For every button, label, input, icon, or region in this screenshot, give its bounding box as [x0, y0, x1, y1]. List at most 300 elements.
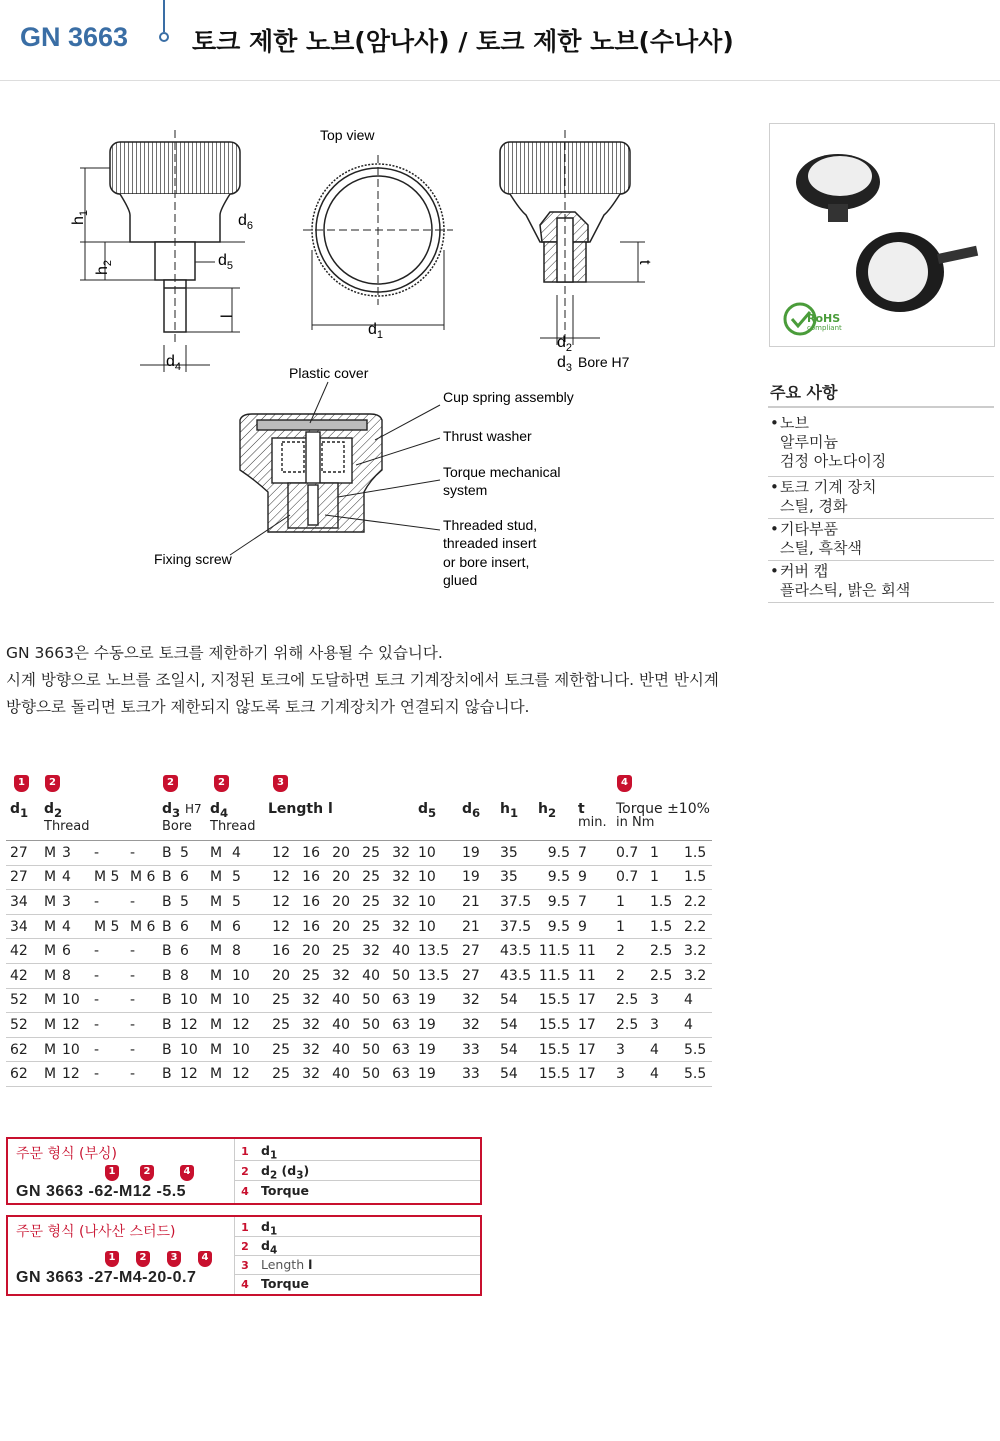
- table-cell: -: [90, 1013, 126, 1038]
- table-cell: 6: [228, 914, 264, 939]
- table-cell: 32: [458, 1013, 496, 1038]
- table-cell: 6: [58, 939, 90, 964]
- order-label: 주문 형식 (부싱): [16, 1146, 117, 1162]
- table-cell: 12: [176, 1013, 206, 1038]
- table-cell: B: [158, 1062, 176, 1087]
- header-d6: $d_6$: [458, 798, 496, 841]
- table-cell: 32: [294, 1013, 324, 1038]
- table-cell: 34: [6, 890, 40, 915]
- table-cell: 27: [6, 841, 40, 866]
- table-cell: 9.5: [534, 841, 574, 866]
- table-cell: 3: [58, 890, 90, 915]
- table-cell: 17: [574, 988, 612, 1013]
- order-badge: 1: [105, 1251, 119, 1267]
- table-cell: 50: [354, 988, 384, 1013]
- table-cell: 4: [58, 865, 90, 890]
- order-format-bushing: [6, 1137, 482, 1205]
- table-cell: 27: [458, 939, 496, 964]
- table-cell: 5.5: [680, 1062, 712, 1087]
- table-cell: 21: [458, 914, 496, 939]
- feature-name: 커버 캡: [780, 562, 829, 580]
- header-d5: $d_5$: [414, 798, 458, 841]
- order-legend: [234, 1139, 480, 1203]
- table-cell: 12: [58, 1062, 90, 1087]
- badge-d4: 2: [214, 775, 229, 792]
- table-cell: M: [40, 988, 58, 1013]
- table-cell: 34: [6, 914, 40, 939]
- table-cell: 25: [264, 988, 294, 1013]
- table-row: [6, 988, 712, 1013]
- header-d1: $d_1$: [6, 798, 40, 841]
- order-legend-row: 2 $d_2$ $(d_3)$: [235, 1161, 480, 1181]
- table-cell: M: [40, 1013, 58, 1038]
- table-cell: 5.5: [680, 1037, 712, 1062]
- table-cell: 1.5: [680, 841, 712, 866]
- table-cell: 25: [294, 963, 324, 988]
- table-cell: 25: [324, 939, 354, 964]
- table-cell: B: [158, 988, 176, 1013]
- table-cell: M 5: [90, 914, 126, 939]
- table-cell: 10: [228, 988, 264, 1013]
- feature-bullet: •: [770, 414, 779, 432]
- table-cell: -: [90, 988, 126, 1013]
- table-cell: 4: [58, 914, 90, 939]
- table-cell: -: [90, 963, 126, 988]
- table-cell: M 6: [126, 914, 158, 939]
- table-cell: 43.5: [496, 939, 534, 964]
- label-d4: $d_4$: [166, 353, 182, 373]
- header-t: t min.: [574, 798, 612, 841]
- feature-name: 토크 기계 장치: [780, 478, 877, 496]
- table-cell: 1: [612, 914, 646, 939]
- order-label: 주문 형식 (나사산 스터드): [16, 1224, 176, 1240]
- table-header-row: [6, 798, 712, 841]
- label-d6: $d_6$: [238, 212, 254, 232]
- table-cell: 27: [458, 963, 496, 988]
- order-legend-row: 2 $d_4$: [235, 1236, 480, 1256]
- description-line: 방향으로 돌리면 토크가 제한되지 않도록 토크 기계장치가 연결되지 않습니다.: [6, 698, 530, 716]
- table-row: [6, 939, 712, 964]
- table-cell: 6: [176, 865, 206, 890]
- table-cell: B: [158, 841, 176, 866]
- table-cell: 5: [176, 841, 206, 866]
- table-cell: M: [206, 988, 228, 1013]
- table-cell: 1.5: [646, 914, 680, 939]
- table-cell: 20: [264, 963, 294, 988]
- feature-other-parts: [768, 520, 994, 561]
- table-cell: 16: [294, 841, 324, 866]
- badge-length: 3: [273, 775, 288, 792]
- order-legend-row: 4 Torque: [241, 1183, 309, 1198]
- table-row: [6, 1062, 712, 1087]
- order-badge: 1: [105, 1165, 119, 1181]
- rohs-logo: RoHS: [807, 312, 841, 325]
- order-badge: 4: [198, 1251, 212, 1267]
- table-body: [6, 841, 712, 1087]
- table-cell: 16: [294, 865, 324, 890]
- table-cell: 19: [414, 988, 458, 1013]
- label-threaded-4: glued: [443, 572, 478, 588]
- label-top-view: Top view: [320, 127, 375, 143]
- table-row: [6, 841, 712, 866]
- table-cell: 32: [384, 890, 414, 915]
- table-cell: 12: [58, 1013, 90, 1038]
- feature-material: 스틸, 흑착색: [780, 539, 862, 557]
- table-cell: 21: [458, 890, 496, 915]
- table-cell: 32: [354, 939, 384, 964]
- header-torque: Torque ±10% in Nm: [612, 798, 712, 841]
- table-cell: 11: [574, 939, 612, 964]
- table-cell: 63: [384, 1037, 414, 1062]
- feature-name: 기타부품: [780, 520, 838, 538]
- table-cell: 10: [58, 988, 90, 1013]
- table-cell: 25: [264, 1062, 294, 1087]
- header-accent-dot: [159, 32, 169, 42]
- table-cell: B: [158, 890, 176, 915]
- table-cell: 2.5: [646, 963, 680, 988]
- feature-knob: [768, 414, 994, 477]
- label-torque-mech-2: system: [443, 482, 488, 498]
- table-cell: 2.5: [612, 1013, 646, 1038]
- technical-drawing: [60, 120, 760, 600]
- table-cell: 25: [354, 841, 384, 866]
- product-photo: [769, 123, 995, 347]
- product-code: GN 3663: [20, 22, 129, 52]
- badge-torque: 4: [617, 775, 632, 792]
- table-cell: M: [206, 963, 228, 988]
- table-cell: -: [126, 963, 158, 988]
- description-line: 시계 방향으로 노브를 조일시, 지정된 토크에 도달하면 토크 기계장치에서 토크를 제한합니다. 반면 반시계: [6, 671, 719, 689]
- table-cell: 0.7: [612, 841, 646, 866]
- table-cell: 1.5: [646, 890, 680, 915]
- table-cell: 40: [324, 1037, 354, 1062]
- table-cell: M: [40, 963, 58, 988]
- table-cell: 10: [414, 865, 458, 890]
- table-row: [6, 865, 712, 890]
- label-d1: $d_1$: [368, 321, 384, 341]
- table-cell: 5: [176, 890, 206, 915]
- table-cell: 52: [6, 1013, 40, 1038]
- table-cell: 50: [354, 1013, 384, 1038]
- table-cell: 12: [264, 890, 294, 915]
- table-cell: 63: [384, 1013, 414, 1038]
- table-cell: 9.5: [534, 914, 574, 939]
- table-cell: 16: [264, 939, 294, 964]
- table-cell: 4: [680, 988, 712, 1013]
- header-d3: $d_3$ H7 Bore: [158, 798, 206, 841]
- table-cell: B: [158, 914, 176, 939]
- table-cell: 19: [458, 865, 496, 890]
- table-cell: 5: [228, 865, 264, 890]
- table-cell: M: [206, 1013, 228, 1038]
- header-d2: $d_2$ Thread: [40, 798, 158, 841]
- table-cell: 54: [496, 1037, 534, 1062]
- label-thrust-washer: Thrust washer: [443, 428, 532, 444]
- page-title: 토크 제한 노브(암나사) / 토크 제한 노브(수나사): [192, 27, 734, 56]
- table-cell: 8: [228, 939, 264, 964]
- table-cell: 33: [458, 1037, 496, 1062]
- table-cell: M 6: [126, 865, 158, 890]
- feature-finish: 검정 아노다이징: [780, 452, 887, 470]
- table-cell: 8: [58, 963, 90, 988]
- header-length: Length l: [264, 798, 414, 841]
- table-cell: 10: [228, 1037, 264, 1062]
- table-cell: B: [158, 1013, 176, 1038]
- table-cell: 25: [264, 1013, 294, 1038]
- label-h2: $h_2$: [94, 259, 114, 275]
- table-cell: 4: [680, 1013, 712, 1038]
- top-view-knob: [303, 155, 453, 330]
- table-cell: 15.5: [534, 988, 574, 1013]
- table-cell: 9.5: [534, 890, 574, 915]
- table-cell: M: [40, 841, 58, 866]
- table-cell: 25: [264, 1037, 294, 1062]
- feature-cover-cap: [768, 562, 994, 603]
- table-cell: 54: [496, 1062, 534, 1087]
- table-cell: B: [158, 963, 176, 988]
- badge-d2: 2: [45, 775, 60, 792]
- table-cell: 2.2: [680, 914, 712, 939]
- table-cell: 37.5: [496, 890, 534, 915]
- table-cell: 11.5: [534, 939, 574, 964]
- table-cell: -: [90, 939, 126, 964]
- table-cell: 15.5: [534, 1062, 574, 1087]
- table-cell: 40: [324, 988, 354, 1013]
- table-cell: 3.2: [680, 939, 712, 964]
- table-cell: 32: [324, 963, 354, 988]
- label-h1: $h_1$: [70, 209, 90, 225]
- header-h1: $h_1$: [496, 798, 534, 841]
- table-cell: 40: [354, 963, 384, 988]
- table-cell: 3: [612, 1062, 646, 1087]
- table-cell: -: [126, 1037, 158, 1062]
- table-cell: 2.5: [612, 988, 646, 1013]
- feature-material: 플라스틱, 밝은 회색: [780, 581, 911, 599]
- table-cell: 50: [354, 1037, 384, 1062]
- table-cell: 19: [414, 1013, 458, 1038]
- table-cell: 42: [6, 939, 40, 964]
- table-cell: 7: [574, 841, 612, 866]
- table-cell: 13.5: [414, 939, 458, 964]
- table-cell: 62: [6, 1037, 40, 1062]
- table-cell: 63: [384, 1062, 414, 1087]
- table-cell: M: [206, 890, 228, 915]
- feature-material: 스틸, 경화: [780, 497, 848, 515]
- order-badge: 4: [180, 1165, 194, 1181]
- table-cell: 12: [176, 1062, 206, 1087]
- table-cell: -: [90, 841, 126, 866]
- table-cell: 16: [294, 914, 324, 939]
- table-cell: M: [206, 914, 228, 939]
- order-legend-row: 1 $d_1$: [235, 1141, 480, 1161]
- table-cell: -: [126, 939, 158, 964]
- table-cell: 50: [384, 963, 414, 988]
- table-cell: 15.5: [534, 1037, 574, 1062]
- table-cell: 12: [228, 1013, 264, 1038]
- table-cell: 37.5: [496, 914, 534, 939]
- table-cell: 33: [458, 1062, 496, 1087]
- table-cell: 2: [612, 939, 646, 964]
- table-cell: 19: [458, 841, 496, 866]
- table-cell: 32: [294, 1062, 324, 1087]
- table-cell: 35: [496, 865, 534, 890]
- description-line: GN 3663은 수동으로 토크를 제한하기 위해 사용될 수 있습니다.: [6, 644, 443, 662]
- table-cell: 4: [228, 841, 264, 866]
- table-cell: 10: [58, 1037, 90, 1062]
- order-format-threaded-stud: [6, 1215, 482, 1296]
- table-cell: 27: [6, 865, 40, 890]
- table-cell: 6: [176, 914, 206, 939]
- table-cell: 10: [176, 1037, 206, 1062]
- table-cell: 43.5: [496, 963, 534, 988]
- table-cell: 62: [6, 1062, 40, 1087]
- table-cell: 9: [574, 914, 612, 939]
- table-cell: 17: [574, 1013, 612, 1038]
- order-code: GN 3663 -62-M12 -5.5: [16, 1183, 187, 1200]
- table-cell: 32: [294, 988, 324, 1013]
- table-cell: M: [206, 939, 228, 964]
- table-row: [6, 963, 712, 988]
- table-cell: 7: [574, 890, 612, 915]
- table-cell: -: [126, 1062, 158, 1087]
- feature-bullet: •: [770, 520, 779, 538]
- table-cell: 32: [458, 988, 496, 1013]
- table-cell: 25: [354, 914, 384, 939]
- features-divider: [768, 406, 994, 408]
- table-cell: 63: [384, 988, 414, 1013]
- label-threaded-2: threaded insert: [443, 535, 537, 551]
- header-accent-line: [163, 0, 165, 32]
- table-cell: 32: [384, 865, 414, 890]
- table-row: [6, 1037, 712, 1062]
- product-photo-drawing: [770, 124, 994, 346]
- table-cell: 8: [176, 963, 206, 988]
- header-d4: $d_4$ Thread: [206, 798, 264, 841]
- table-cell: 19: [414, 1037, 458, 1062]
- feature-bullet: •: [770, 478, 779, 496]
- table-cell: 20: [324, 890, 354, 915]
- table-cell: 1: [646, 841, 680, 866]
- table-cell: -: [90, 1037, 126, 1062]
- table-cell: -: [126, 890, 158, 915]
- table-cell: M: [40, 914, 58, 939]
- table-cell: 13.5: [414, 963, 458, 988]
- rohs-compliant: compliant: [807, 324, 842, 332]
- table-cell: -: [126, 1013, 158, 1038]
- table-cell: M: [40, 1037, 58, 1062]
- table-cell: 2.2: [680, 890, 712, 915]
- label-d5: $d_5$: [218, 252, 234, 272]
- features-title: 주요 사항: [770, 383, 838, 402]
- table-cell: -: [90, 890, 126, 915]
- table-cell: 40: [384, 939, 414, 964]
- table-cell: 10: [414, 914, 458, 939]
- label-d3-bore: $d_3$ Bore H7: [557, 354, 630, 374]
- table-cell: 32: [384, 914, 414, 939]
- dimension-table: [6, 798, 712, 1087]
- table-cell: -: [126, 988, 158, 1013]
- order-legend-row: 3 Length l: [235, 1255, 480, 1275]
- label-fixing-screw: Fixing screw: [154, 551, 232, 567]
- feature-torque-mechanism: [768, 478, 994, 519]
- table-cell: 3: [646, 1013, 680, 1038]
- table-cell: 5: [228, 890, 264, 915]
- table-cell: 12: [264, 841, 294, 866]
- label-threaded-1: Threaded stud,: [443, 517, 538, 533]
- label-threaded-3: or bore insert,: [443, 554, 530, 570]
- table-cell: 15.5: [534, 1013, 574, 1038]
- table-cell: B: [158, 865, 176, 890]
- order-badge: 3: [167, 1251, 181, 1267]
- table-cell: 17: [574, 1062, 612, 1087]
- table-cell: 2.5: [646, 939, 680, 964]
- label-l: l: [219, 314, 236, 318]
- table-cell: M 5: [90, 865, 126, 890]
- assembly-section: [240, 414, 382, 532]
- table-cell: -: [90, 1062, 126, 1087]
- table-cell: 4: [646, 1062, 680, 1087]
- table-cell: 32: [294, 1037, 324, 1062]
- table-cell: 54: [496, 988, 534, 1013]
- order-legend-row: 1 $d_1$: [235, 1217, 480, 1237]
- table-cell: 54: [496, 1013, 534, 1038]
- table-cell: M: [40, 939, 58, 964]
- table-cell: 11: [574, 963, 612, 988]
- label-cup-spring: Cup spring assembly: [443, 389, 574, 405]
- table-cell: 52: [6, 988, 40, 1013]
- table-cell: M: [40, 890, 58, 915]
- label-torque-mech-1: Torque mechanical: [443, 464, 561, 480]
- order-legend-row: 4 Torque: [241, 1276, 309, 1291]
- label-t: t: [636, 260, 653, 265]
- table-cell: M: [206, 865, 228, 890]
- table-cell: B: [158, 939, 176, 964]
- table-cell: 42: [6, 963, 40, 988]
- side-view-knob: [80, 130, 245, 372]
- table-cell: 0.7: [612, 865, 646, 890]
- table-row: [6, 1013, 712, 1038]
- table-cell: 50: [354, 1062, 384, 1087]
- header-divider: [0, 80, 1000, 81]
- table-cell: 1.5: [680, 865, 712, 890]
- badge-d3: 2: [163, 775, 178, 792]
- table-cell: M: [40, 865, 58, 890]
- table-cell: 10: [414, 841, 458, 866]
- order-badge: 2: [136, 1251, 150, 1267]
- table-cell: 10: [176, 988, 206, 1013]
- table-cell: 3: [58, 841, 90, 866]
- label-d2: $d_2$: [557, 334, 573, 354]
- table-cell: 2: [612, 963, 646, 988]
- table-cell: 11.5: [534, 963, 574, 988]
- table-cell: 9: [574, 865, 612, 890]
- table-cell: M: [206, 1062, 228, 1087]
- feature-bullet: •: [770, 562, 779, 580]
- order-code: GN 3663 -27-M4-20-0.7: [16, 1269, 197, 1286]
- table-cell: B: [158, 1037, 176, 1062]
- feature-material: 알루미늄: [780, 433, 838, 451]
- table-cell: M: [206, 1037, 228, 1062]
- table-cell: 3.2: [680, 963, 712, 988]
- table-cell: 32: [384, 841, 414, 866]
- table-cell: 4: [646, 1037, 680, 1062]
- order-legend: [234, 1217, 480, 1294]
- table-cell: 40: [324, 1062, 354, 1087]
- feature-name: 노브: [780, 414, 809, 432]
- label-plastic-cover: Plastic cover: [289, 365, 369, 381]
- badge-d1: 1: [14, 775, 29, 792]
- table-cell: 20: [324, 865, 354, 890]
